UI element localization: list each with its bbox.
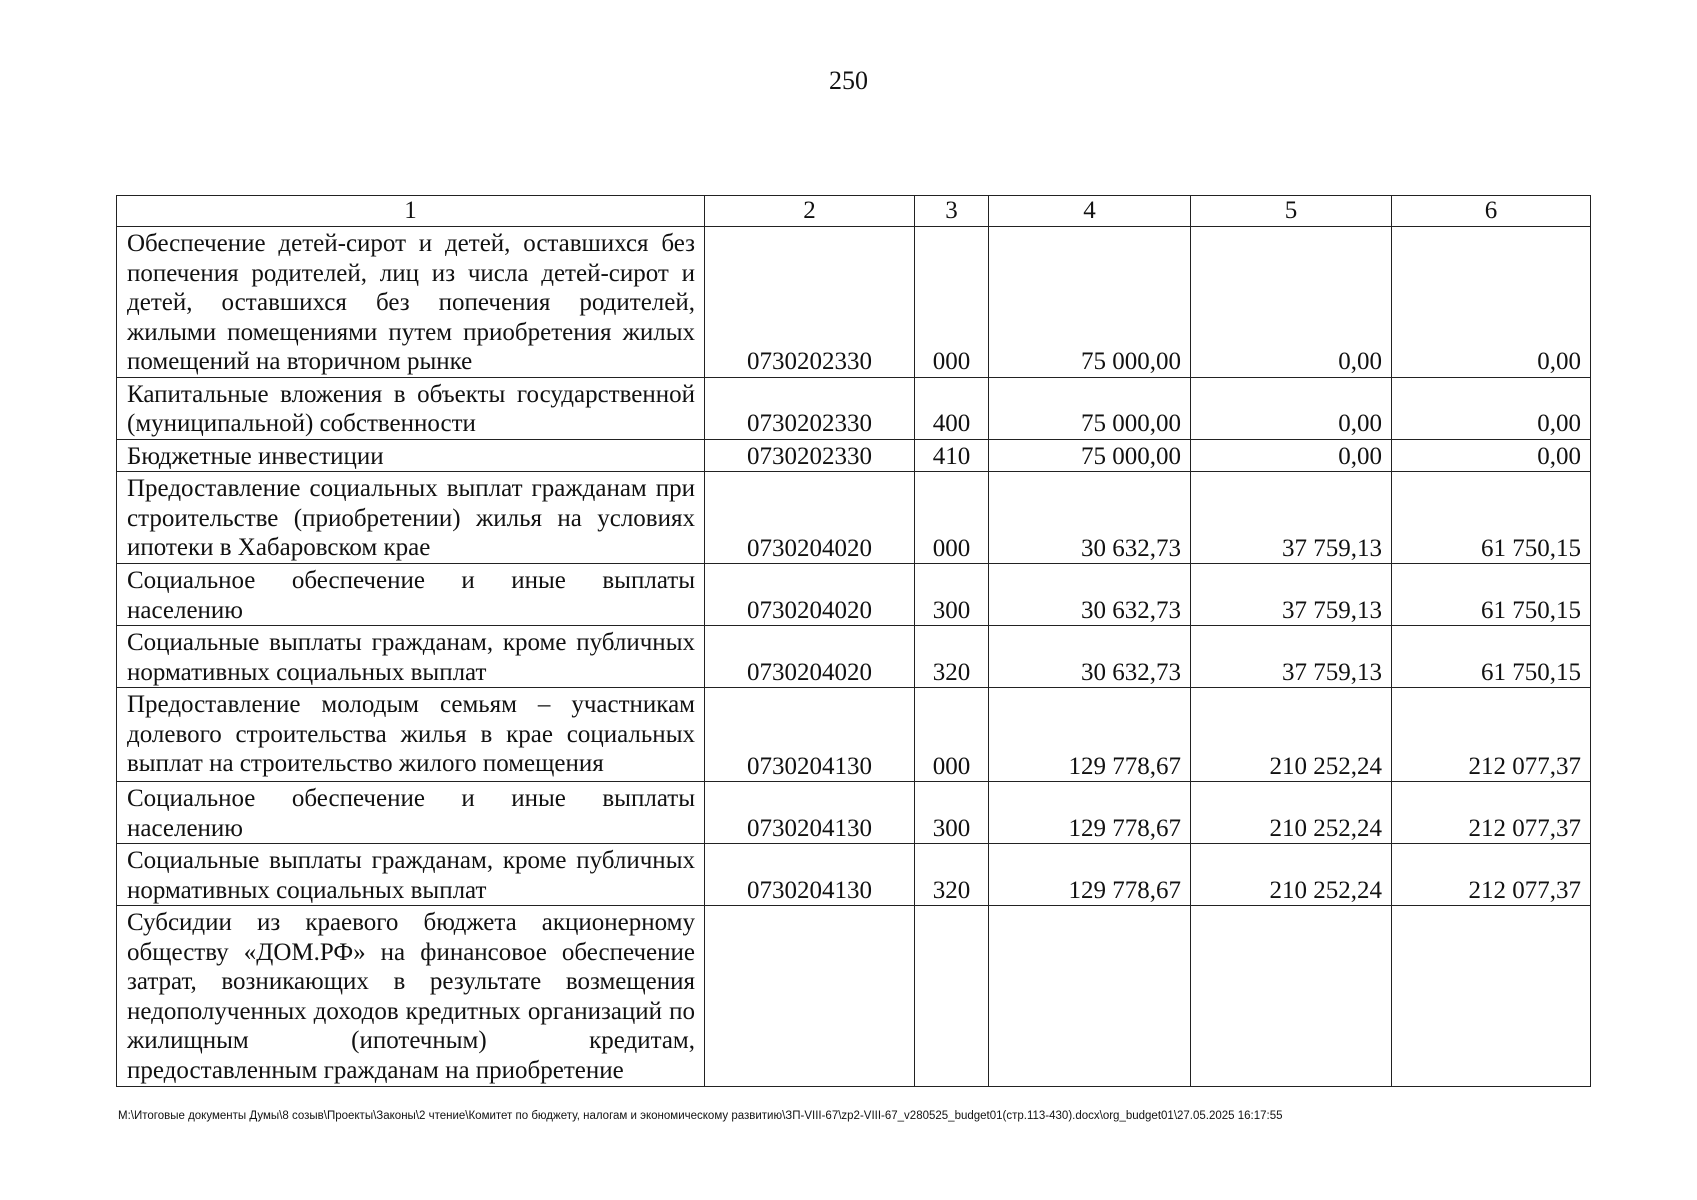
amount-col4: 30 632,73 bbox=[989, 472, 1191, 564]
page-number: 250 bbox=[829, 66, 868, 95]
amount-col4: 75 000,00 bbox=[989, 227, 1191, 378]
amount-col4: 30 632,73 bbox=[989, 626, 1191, 688]
column-header: 4 bbox=[989, 196, 1191, 227]
amount-col5: 0,00 bbox=[1191, 377, 1392, 439]
amount-col6 bbox=[1392, 906, 1591, 1087]
expense-type: 300 bbox=[915, 564, 989, 626]
row-name: Социальное обеспечение и иные выплаты населению bbox=[117, 782, 705, 844]
table-row bbox=[117, 782, 1591, 844]
row-name: Социальное обеспечение и иные выплаты населению bbox=[117, 564, 705, 626]
target-code: 0730204020 bbox=[705, 626, 915, 688]
amount-col4: 75 000,00 bbox=[989, 439, 1191, 472]
amount-col5: 37 759,13 bbox=[1191, 626, 1392, 688]
budget-table bbox=[116, 195, 1591, 1087]
amount-col6: 212 077,37 bbox=[1392, 688, 1591, 782]
column-header: 6 bbox=[1392, 196, 1591, 227]
row-name: Обеспечение детей-сирот и детей, оставшихся без попечения родителей, лиц из числа детей-сирот и детей, оставшихся без попечения родителей, жилыми помещениями путем приобретения жилых помещений на вторичном рынке bbox=[117, 227, 705, 378]
amount-col4: 129 778,67 bbox=[989, 782, 1191, 844]
amount-col5: 0,00 bbox=[1191, 227, 1392, 378]
table-row bbox=[117, 227, 1591, 378]
amount-col4: 129 778,67 bbox=[989, 844, 1191, 906]
amount-col5: 210 252,24 bbox=[1191, 782, 1392, 844]
table-row bbox=[117, 564, 1591, 626]
row-name: Субсидии из краевого бюджета акционерному обществу «ДОМ.РФ» на финансовое обеспечение затрат, возникающих в результате возмещения недополученных доходов кредитных организаций по жилищным (ипотечным) кредитам, предоставленным гражданам на приобретение bbox=[117, 906, 705, 1087]
target-code bbox=[705, 906, 915, 1087]
amount-col6: 61 750,15 bbox=[1392, 472, 1591, 564]
target-code: 0730204020 bbox=[705, 472, 915, 564]
amount-col4: 129 778,67 bbox=[989, 688, 1191, 782]
row-name: Предоставление молодым семьям – участникам долевого строительства жилья в крае социальных выплат на строительство жилого помещения bbox=[117, 688, 705, 782]
amount-col5: 0,00 bbox=[1191, 439, 1392, 472]
amount-col5: 210 252,24 bbox=[1191, 844, 1392, 906]
row-name: Капитальные вложения в объекты государственной (муниципальной) собственности bbox=[117, 377, 705, 439]
target-code: 0730204130 bbox=[705, 844, 915, 906]
target-code: 0730204130 bbox=[705, 688, 915, 782]
expense-type: 000 bbox=[915, 472, 989, 564]
expense-type: 400 bbox=[915, 377, 989, 439]
table-row bbox=[117, 844, 1591, 906]
amount-col5: 37 759,13 bbox=[1191, 564, 1392, 626]
amount-col4 bbox=[989, 906, 1191, 1087]
amount-col5 bbox=[1191, 906, 1392, 1087]
amount-col6: 0,00 bbox=[1392, 227, 1591, 378]
row-name: Социальные выплаты гражданам, кроме публичных нормативных социальных выплат bbox=[117, 844, 705, 906]
table-row bbox=[117, 439, 1591, 472]
target-code: 0730202330 bbox=[705, 377, 915, 439]
table-row bbox=[117, 626, 1591, 688]
expense-type: 320 bbox=[915, 626, 989, 688]
header-row bbox=[117, 196, 1591, 227]
row-name: Социальные выплаты гражданам, кроме публичных нормативных социальных выплат bbox=[117, 626, 705, 688]
column-header: 2 bbox=[705, 196, 915, 227]
table-row bbox=[117, 472, 1591, 564]
expense-type bbox=[915, 906, 989, 1087]
amount-col6: 61 750,15 bbox=[1392, 564, 1591, 626]
amount-col5: 210 252,24 bbox=[1191, 688, 1392, 782]
table-row bbox=[117, 688, 1591, 782]
column-header: 3 bbox=[915, 196, 989, 227]
amount-col4: 75 000,00 bbox=[989, 377, 1191, 439]
amount-col6: 212 077,37 bbox=[1392, 782, 1591, 844]
table-row bbox=[117, 377, 1591, 439]
expense-type: 300 bbox=[915, 782, 989, 844]
target-code: 0730202330 bbox=[705, 227, 915, 378]
target-code: 0730204130 bbox=[705, 782, 915, 844]
expense-type: 000 bbox=[915, 688, 989, 782]
amount-col4: 30 632,73 bbox=[989, 564, 1191, 626]
amount-col6: 212 077,37 bbox=[1392, 844, 1591, 906]
row-name: Бюджетные инвестиции bbox=[117, 439, 705, 472]
amount-col6: 0,00 bbox=[1392, 439, 1591, 472]
column-header: 1 bbox=[117, 196, 705, 227]
document-file-path: M:\Итоговые документы Думы\8 созыв\Проекты\Законы\2 чтение\Комитет по бюджету, налогам и экономическому развитию\ЗП-VIII-67\zp2-VIII-67_v280525_budget01(стр.113-430).docx\org_budget01\27.05.2025 16:17:55 bbox=[118, 1110, 1283, 1122]
amount-col6: 61 750,15 bbox=[1392, 626, 1591, 688]
expense-type: 320 bbox=[915, 844, 989, 906]
expense-type: 000 bbox=[915, 227, 989, 378]
row-name: Предоставление социальных выплат гражданам при строительстве (приобретении) жилья на условиях ипотеки в Хабаровском крае bbox=[117, 472, 705, 564]
expense-type: 410 bbox=[915, 439, 989, 472]
column-header: 5 bbox=[1191, 196, 1392, 227]
target-code: 0730204020 bbox=[705, 564, 915, 626]
target-code: 0730202330 bbox=[705, 439, 915, 472]
amount-col5: 37 759,13 bbox=[1191, 472, 1392, 564]
table-row bbox=[117, 906, 1591, 1087]
amount-col6: 0,00 bbox=[1392, 377, 1591, 439]
